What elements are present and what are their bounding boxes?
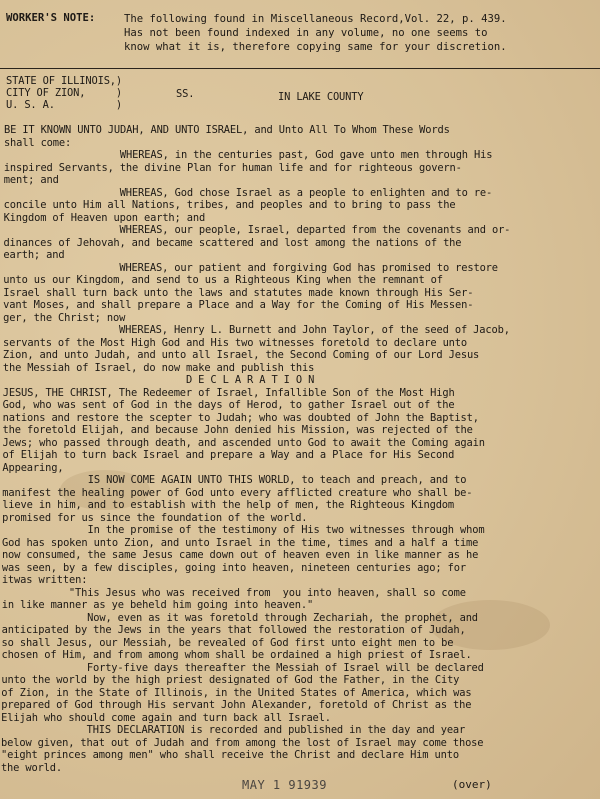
body-line: Elijah who should come again and turn back all Israel. — [1, 711, 331, 724]
body-line: below given, that out of Judah and from among the lost of Israel may come those — [1, 736, 484, 749]
body-line: in like manner as ye beheld him going into heaven." — [1, 599, 314, 611]
body-line: WHEREAS, our people, Israel, departed from the covenants and or- — [3, 224, 511, 236]
body-line: dinances of Jehovah, and became scattered and lost among the nations of the — [3, 236, 462, 249]
body-line: itwas written: — [1, 574, 88, 586]
body-line: IS NOW COME AGAIN UNTO THIS WORLD, to teach and preach, and to — [2, 474, 467, 486]
body-line: Jews; who passed through death, and ascended unto God to await the Coming again — [2, 436, 485, 449]
body-line: concile unto Him all Nations, tribes, and peoples and to bring to pass the — [3, 199, 456, 211]
body-line: In the promise of the testimony of His two witnesses through whom — [2, 524, 485, 536]
body-line: JESUS, THE CHRIST, The Redeemer of Israel, Infallible Son of the Most High — [2, 386, 455, 399]
body-line: shall come: — [3, 136, 72, 149]
body-line: unto the world by the high priest designated of God the Father, in the City — [1, 674, 460, 686]
date-stamp: MAY 1 91939 — [242, 778, 327, 792]
body-line: Israel shall turn back unto the laws and statutes made known through His Ser- — [3, 286, 474, 299]
body-line: nations and restore the scepter to Judah; who was doubted of John the Baptist, — [2, 411, 479, 424]
body-line: the world. — [0, 761, 62, 774]
state-line: STATE OF ILLINOIS,) — [6, 75, 123, 87]
body-line: WHEREAS, Henry L. Burnett and John Taylor, of the seed of Jacob, — [3, 324, 510, 336]
body-line: D E C L A R A T I O N — [2, 374, 315, 386]
body-line: of Zion, in the State of Illinois, in the United States of America, which was — [1, 686, 472, 699]
body-line: "eight princes among men" who shall receive the Christ and declare Him unto — [1, 749, 459, 761]
body-line: vant Moses, and shall prepare a Place and a Way for the Coming of His Messen- — [3, 299, 474, 311]
separator-rule — [0, 68, 600, 69]
workers-note-label: WORKER'S NOTE: — [6, 12, 96, 24]
body-line: inspired Servants, the divine Plan for human life and for righteous govern- — [3, 161, 462, 174]
body-line: Kingdom of Heaven upon earth; and — [3, 211, 206, 224]
state-line: U. S. A. ) — [6, 99, 123, 111]
body-line: Forty-five days thereafter the Messiah of Israel will be declared — [1, 661, 484, 674]
body-line: now consumed, the same Jesus came down out of heaven even in like manner as he — [1, 549, 479, 561]
body-line: manifest the healing power of God unto every afflicted creature who shall be- — [2, 486, 473, 499]
body-line: the Messiah of Israel, do now make and publish this — [2, 361, 315, 374]
over-label: (over) — [452, 778, 492, 791]
body-line: Now, even as it was foretold through Zechariah, the prophet, and — [1, 611, 478, 624]
body-line: so shall Jesus, our Messiah, be revealed of God first unto eight men to be — [1, 636, 454, 649]
body-line: chosen of Him, and from among whom shall be ordained a high priest of Israel. — [1, 649, 472, 661]
body-line: BE IT KNOWN UNTO JUDAH, AND UNTO ISRAEL, and Unto All To Whom These Words — [4, 124, 450, 136]
body-line: of Elijah to turn back Israel and prepare a Way and a Place for His Second — [2, 449, 455, 461]
body-line: lieve in him, and to establish with the help of men, the Righteous Kingdom — [2, 499, 455, 511]
body-line: WHEREAS, God chose Israel as a people to enlighten and to re- — [3, 186, 493, 199]
ss-label: SS. — [176, 88, 195, 100]
body-line: unto us our Kingdom, and send to us a Righteous King when the remnant of — [3, 274, 443, 286]
body-line: THIS DECLARATION is recorded and published in the day and year — [1, 724, 466, 736]
body-line: Zion, and unto Judah, and unto all Israel, the Second Coming of our Lord Jesus — [2, 349, 480, 361]
body-line: anticipated by the Jews in the years that followed the restoration of Judah, — [1, 624, 466, 636]
body-line: "This Jesus who was received from you into heaven, shall so come — [1, 586, 466, 599]
body-line: the foretold Elijah, and because John denied his Mission, was rejected of the — [2, 424, 473, 436]
body-line: God has spoken unto Zion, and unto Israel in the time, times and a half a time — [2, 536, 479, 549]
body-line: ger, the Christ; now — [3, 311, 126, 324]
body-line: servants of the Most High God and His two witnesses foretold to declare unto — [2, 336, 468, 349]
body-line: was seen, by a few disciples, going into heaven, nineteen centuries ago; for — [1, 561, 466, 574]
body-line: WHEREAS, in the centuries past, God gave unto men through His — [3, 149, 493, 161]
state-line: CITY OF ZION, ) — [6, 87, 123, 99]
body-line: prepared of God through His servant John Alexander, foretold of Christ as the — [1, 699, 472, 711]
body-line: God, who was sent of God in the days of Herod, to gather Israel out of the — [2, 399, 455, 411]
body-line: ment; and — [3, 174, 59, 186]
body-line: Appearing, — [2, 461, 64, 474]
body-line: earth; and — [3, 249, 65, 261]
body-line: WHEREAS, our patient and forgiving God has promised to restore — [3, 261, 498, 274]
body-line: promised for us since the foundation of the world. — [2, 511, 308, 524]
workers-note-text: The following found in Miscellaneous Record,Vol. 22, p. 439. Has not been found indexed in any volume, no one seems to know what it is, therefore copying same for your discretion. — [124, 13, 507, 53]
county-label: IN LAKE COUNTY — [278, 91, 364, 103]
